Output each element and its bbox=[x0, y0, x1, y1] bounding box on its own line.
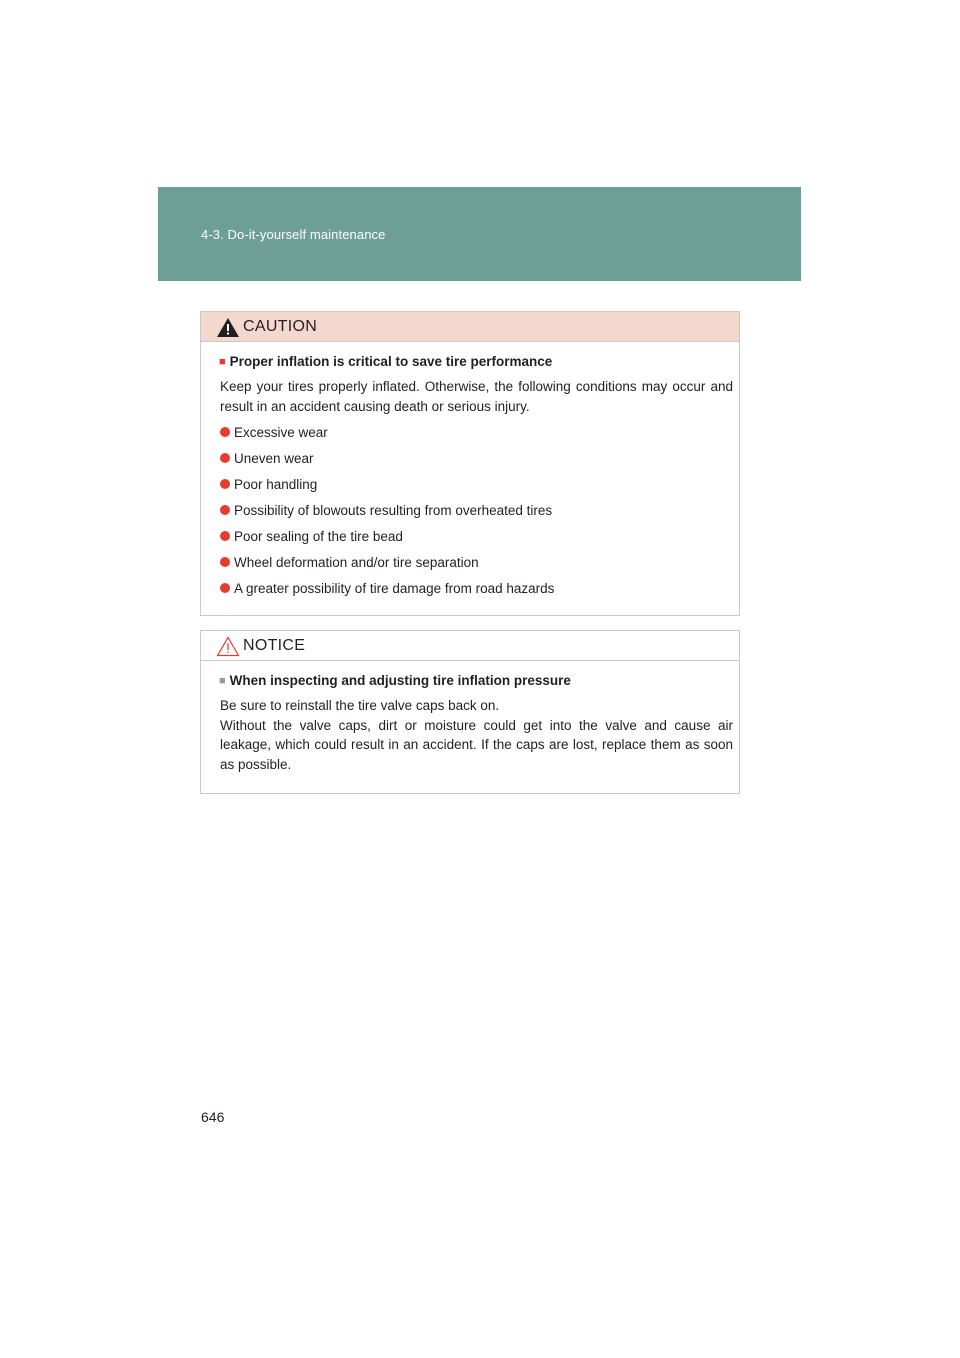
caution-box bbox=[200, 311, 740, 616]
page-number: 646 bbox=[201, 1109, 225, 1125]
bullet-dot-icon bbox=[220, 505, 230, 515]
caution-header bbox=[201, 312, 739, 342]
bullet-dot-icon bbox=[220, 531, 230, 541]
list-item: Excessive wear bbox=[219, 423, 733, 449]
notice-box bbox=[200, 630, 740, 794]
square-bullet-icon: ■ bbox=[219, 355, 226, 368]
warning-triangle-outline-icon bbox=[216, 636, 240, 657]
notice-body bbox=[201, 661, 739, 774]
caution-bullet-list bbox=[219, 423, 733, 605]
notice-line-1: Be sure to reinstall the tire valve caps back on. bbox=[220, 698, 500, 713]
list-item: Uneven wear bbox=[219, 449, 733, 475]
section-title: 4-3. Do-it-yourself maintenance bbox=[201, 227, 386, 242]
caution-label: CAUTION bbox=[243, 318, 318, 335]
list-item: Wheel deformation and/or tire separation bbox=[219, 553, 733, 579]
caution-subheading-text: Proper inflation is critical to save tire performance bbox=[229, 354, 553, 369]
caution-subheading bbox=[219, 354, 733, 369]
notice-subheading-text: When inspecting and adjusting tire inflation pressure bbox=[229, 673, 571, 688]
caution-body bbox=[201, 342, 739, 605]
bullet-dot-icon bbox=[220, 479, 230, 489]
section-header-band bbox=[158, 187, 801, 281]
warning-triangle-icon bbox=[216, 317, 240, 338]
bullet-dot-icon bbox=[220, 427, 230, 437]
list-item: Possibility of blowouts resulting from overheated tires bbox=[219, 501, 733, 527]
square-bullet-icon: ■ bbox=[219, 674, 226, 687]
notice-label: NOTICE bbox=[243, 637, 306, 654]
list-item: Poor handling bbox=[219, 475, 733, 501]
bullet-dot-icon bbox=[220, 453, 230, 463]
notice-header bbox=[201, 631, 739, 661]
notice-subheading bbox=[219, 673, 733, 688]
list-item: Poor sealing of the tire bead bbox=[219, 527, 733, 553]
notice-line-2: Without the valve caps, dirt or moisture could get into the valve and cause air leakage, which could result in an accident. If the caps are lost, replace them as soon as possible. bbox=[220, 717, 733, 772]
bullet-dot-icon bbox=[220, 583, 230, 593]
bullet-dot-icon bbox=[220, 557, 230, 567]
list-item: A greater possibility of tire damage from road hazards bbox=[219, 579, 733, 605]
caution-paragraph: Keep your tires properly inflated. Otherwise, the following conditions may occur and result in an accident causing death or serious injury. bbox=[220, 379, 733, 414]
